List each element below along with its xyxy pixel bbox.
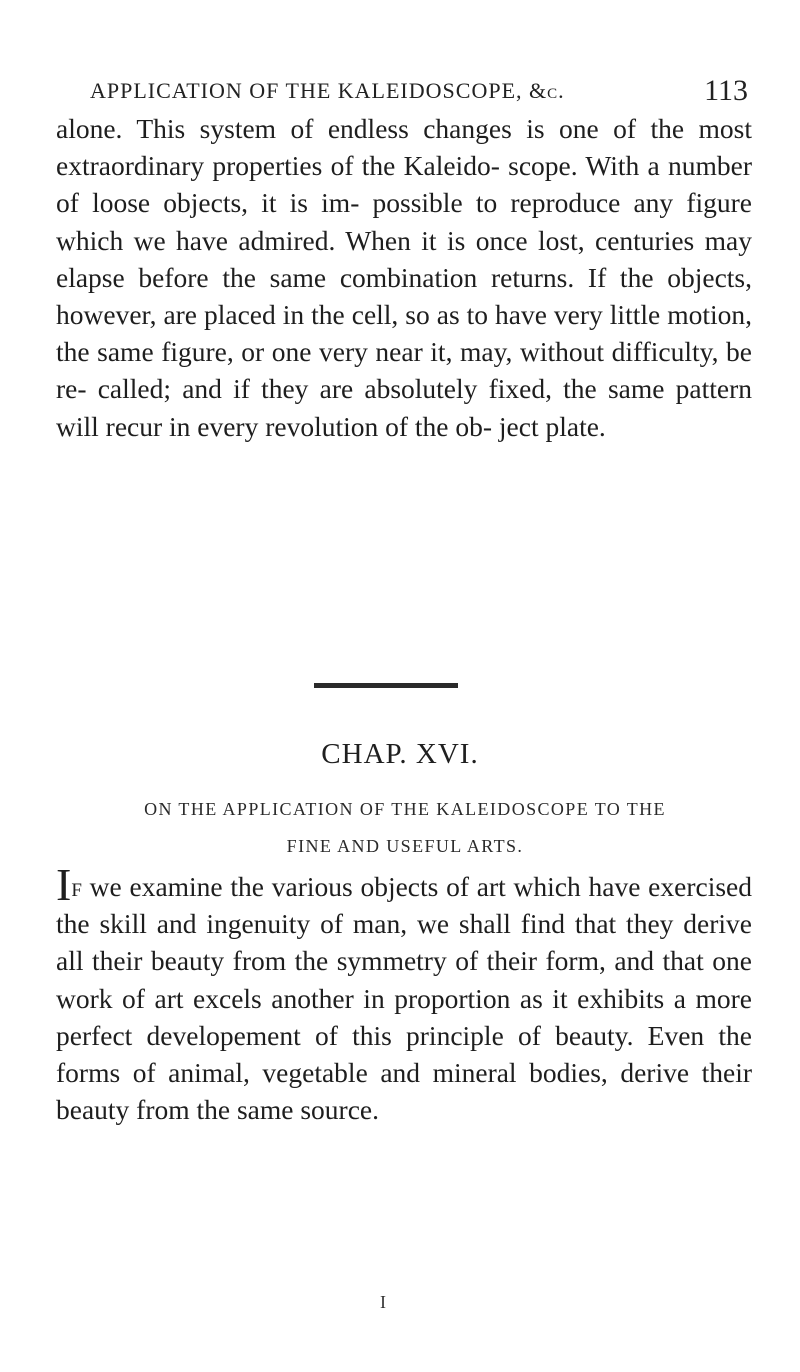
opening-paragraph-text: we examine the various objects of art which have exercised the skill and ingenuity of man, we shall find that they derive all their beauty from the symmetry of their form, and that one work of art excels another in proportion as it exhibits a more perfect developement of this principle of beauty. Even the forms of animal, vegetable and mineral bodies, derive their beauty from the same source. [56, 871, 752, 1126]
chapter-subtitle-line-1: ON THE APPLICATION OF THE KALEIDOSCOPE TO THE [144, 799, 666, 819]
paragraph-continued: alone. This system of endless changes is one of the most extraordinary properties of the Kaleido- scope. With a number of loose objects, it is im- possible to reproduce any figure which we have admired. When it is once lost, centuries may elapse before the same combination returns. If the objects, however, are placed in the cell, so as to have very little motion, the same figure, or one very near it, may, without difficulty, be re- called; and if they are absolutely fixed, the same pattern will recur in every revolution of the ob- ject plate. [56, 113, 752, 442]
running-head [58, 74, 748, 114]
chapter-title: CHAP. XVI. [321, 738, 479, 770]
chapter-opening-paragraph [56, 859, 752, 1128]
drop-cap-rest: f [71, 871, 82, 902]
chapter-subtitle-line-2: FINE AND USEFUL ARTS. [286, 836, 524, 856]
signature-mark: I [380, 1292, 386, 1312]
running-title: APPLICATION OF THE KALEIDOSCOPE, &c. [90, 78, 565, 103]
section-divider-rule [314, 683, 458, 688]
page-number: 113 [704, 74, 748, 107]
drop-cap-letter: I [56, 859, 72, 910]
